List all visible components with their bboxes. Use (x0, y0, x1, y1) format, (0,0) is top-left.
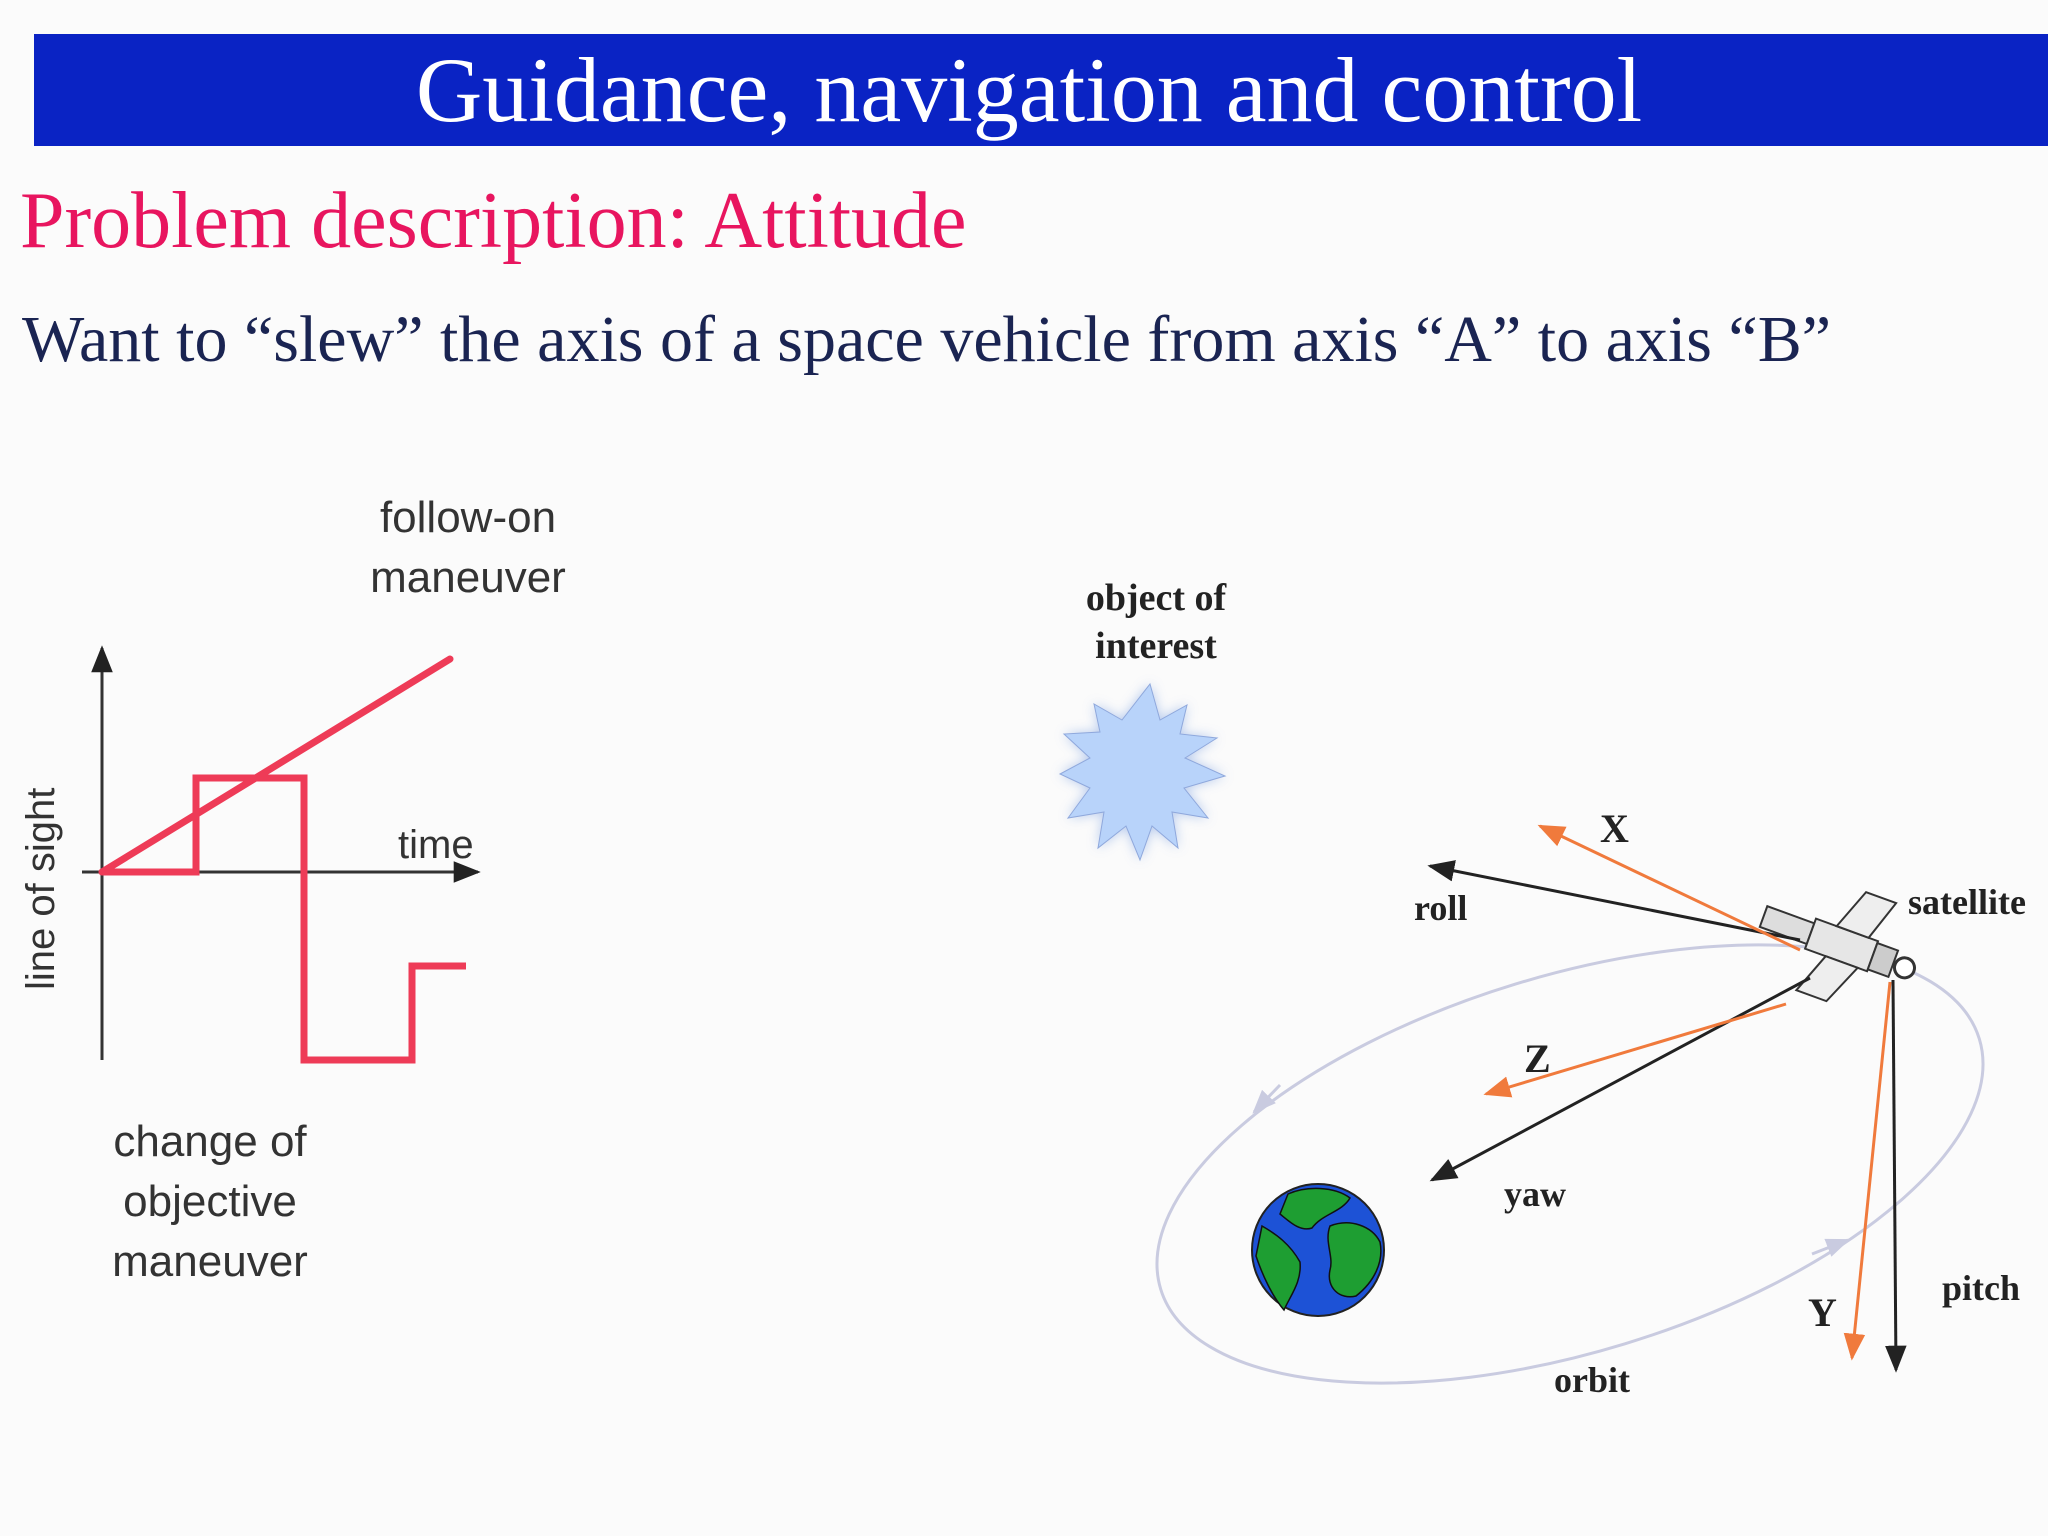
earth-globe (1252, 1184, 1384, 1316)
yaw-axis-arrow (1432, 978, 1810, 1180)
change-label-line3: maneuver (112, 1237, 308, 1286)
y-axis-label: line of sight (19, 787, 63, 990)
x-body-axis-label: X (1600, 806, 1629, 851)
roll-axis-arrow (1430, 866, 1800, 940)
slide-subtitle: Problem description: Attitude (20, 177, 967, 265)
object-label-line1: object of (1085, 577, 1227, 619)
slide-title: Guidance, navigation and control (415, 39, 1643, 141)
pitch-label: pitch (1942, 1268, 2021, 1308)
y-body-axis-label: Y (1808, 1290, 1837, 1335)
slide-description: Want to “slew” the axis of a space vehicle from axis “A” to axis “B” (22, 303, 1832, 376)
orbit-label: orbit (1554, 1360, 1630, 1400)
follow-on-label-line2: maneuver (370, 553, 566, 602)
change-label-line1: change of (113, 1117, 307, 1166)
y-axis-arrow (1852, 982, 1890, 1358)
change-of-objective-line (102, 778, 466, 1060)
x-axis-arrow (1540, 826, 1800, 950)
object-label-line2: interest (1095, 625, 1217, 667)
follow-on-label-line1: follow-on (379, 493, 557, 542)
satellite-label: satellite (1908, 882, 2026, 922)
line-of-sight-graph (19, 493, 566, 1286)
roll-label: roll (1414, 888, 1468, 928)
change-label-line2: objective (123, 1177, 297, 1226)
x-axis-label: time (398, 823, 474, 867)
object-of-interest-star (1060, 684, 1225, 860)
pitch-axis-arrow (1893, 980, 1896, 1370)
yaw-label: yaw (1504, 1174, 1566, 1214)
z-body-axis-label: Z (1524, 1036, 1551, 1081)
orbit-diagram (1060, 577, 2034, 1469)
